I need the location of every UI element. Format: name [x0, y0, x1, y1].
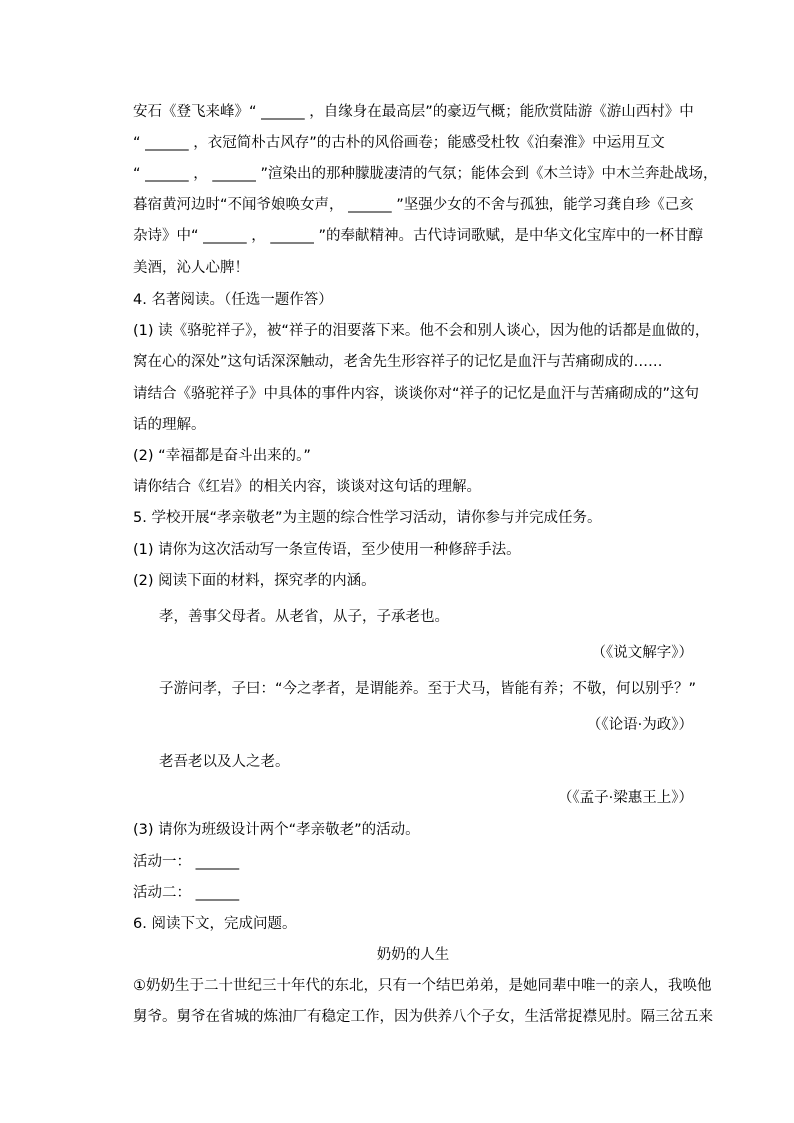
- question-4: 4. 名著阅读。（任选一题作答）: [133, 292, 333, 308]
- material-2-source: （《论语·为政》）: [586, 717, 693, 733]
- question-5-1: (1) 请你为这次活动写一条宣传语，至少使用一种修辞手法。: [133, 542, 521, 558]
- question-4-1-line-1: (1) 读《骆驼祥子》，被“祥子的泪要落下来。他不会和别人谈心，因为他的话都是血做的，: [133, 323, 710, 339]
- question-5: 5. 学校开展“孝亲敬老”为主题的综合性学习活动，请你参与并完成任务。: [133, 510, 602, 526]
- poem-line-6: 美酒，沁人心脾！: [133, 260, 249, 276]
- poem-line-3: “ ______ ， ______ ”渲染出的那种朦胧凄清的气氛；能体会到《木兰诗》中木兰奔赴战场，: [133, 166, 718, 182]
- material-1: 孝，善事父母者。从老省，从子，子承老也。: [159, 609, 449, 625]
- question-4-1-line-3: 请结合《骆驼祥子》中具体的事件内容，谈谈你对“祥子的记忆是血汗与苦痛砌成的”这句: [133, 386, 700, 402]
- paragraph-1-line-1: ①奶奶生于二十世纪三十年代的东北，只有一个结巴弟弟，是她同辈中唯一的亲人，我唤他: [133, 978, 712, 994]
- material-2: 子游问孝，子曰：“今之孝者，是谓能养。至于犬马，皆能有养；不敬，何以别乎？”: [159, 681, 697, 697]
- question-4-2-line-1: (2) “幸福都是奋斗出来的。”: [133, 448, 311, 464]
- question-4-2-line-2: 请你结合《红岩》的相关内容，谈谈对这句话的理解。: [133, 479, 481, 495]
- activity-2: 活动二： ______: [133, 885, 240, 901]
- material-3: 老吾老以及人之老。: [159, 754, 290, 770]
- question-4-1-line-2: 窝在心的深处”这句话深深触动，老舍先生形容祥子的记忆是血汗与苦痛砌成的……: [133, 354, 663, 370]
- material-1-source: （《说文解字》）: [591, 645, 693, 661]
- poem-line-1: 安石《登飞来峰》“ ______ ，自缘身在最高层”的豪迈气概；能欣赏陆游《游山西村》中: [133, 104, 694, 120]
- question-4-1-line-4: 话的理解。: [133, 417, 206, 433]
- poem-line-5: 杂诗》中“ ______ ， ______ ”的奉献精神。古代诗词歌赋，是中华文化宝库中的一杯甘醇: [133, 228, 703, 244]
- article-title: 奶奶的人生: [376, 947, 450, 963]
- question-5-3: (3) 请你为班级设计两个“孝亲敬老”的活动。: [133, 822, 420, 838]
- question-6: 6. 阅读下文，完成问题。: [133, 916, 297, 932]
- poem-line-2: “ ______ ，衣冠简朴古风存”的古朴的风俗画卷；能感受杜牧《泊秦淮》中运用互文: [133, 135, 665, 151]
- paragraph-1-line-2: 舅爷。舅爷在省城的炼油厂有稳定工作，因为供养八个子女，生活常捉襟见肘。隔三岔五来: [133, 1009, 713, 1025]
- question-5-2: (2) 阅读下面的材料，探究孝的内涵。: [133, 573, 376, 589]
- activity-1: 活动一： ______: [133, 854, 240, 870]
- poem-line-4: 暮宿黄河边时“不闻爷娘唤女声， ______ ”坚强少女的不舍与孤独，能学习龚自珍《己亥: [133, 197, 694, 213]
- material-3-source: （《孟子·梁惠王上》）: [557, 790, 693, 806]
